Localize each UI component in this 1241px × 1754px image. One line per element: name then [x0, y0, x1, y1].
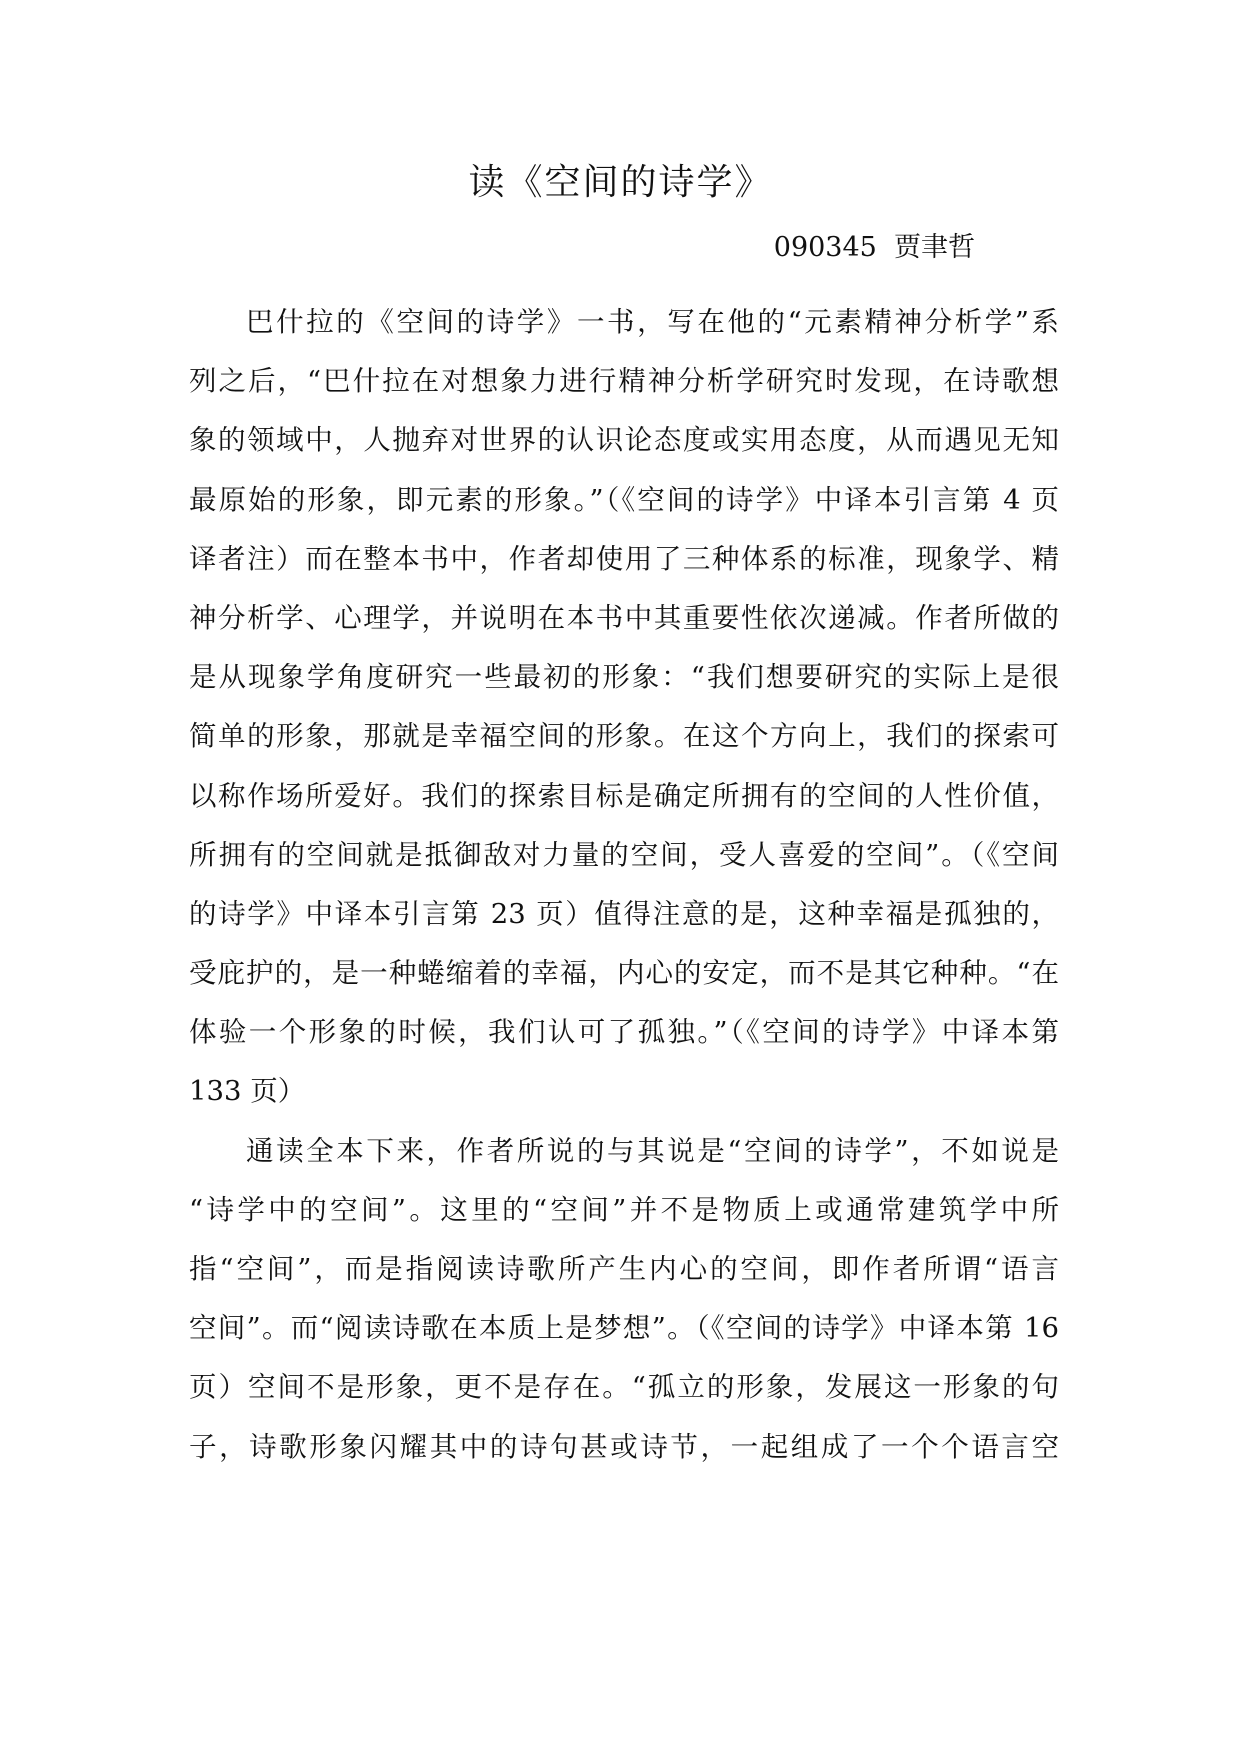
text-line: 体验一个形象的时候，我们认可了孤独。”（《空间的诗学》中译本第 [189, 1016, 1059, 1049]
paragraph-2 [189, 1122, 1059, 1477]
text-line: 空间”。而“阅读诗歌在本质上是梦想”。（《空间的诗学》中译本第 16 [189, 1312, 1059, 1345]
paragraph-1 [189, 293, 1059, 1122]
text-line: 以称作场所爱好。我们的探索目标是确定所拥有的空间的人性价值， [189, 779, 1059, 812]
text-line: 最原始的形象，即元素的形象。”（《空间的诗学》中译本引言第 4 页 [189, 483, 1059, 516]
text-line: 133 页） [189, 1075, 306, 1108]
text-line: 列之后，“巴什拉在对想象力进行精神分析学研究时发现，在诗歌想 [189, 365, 1059, 398]
text-line: 译者注）而在整本书中，作者却使用了三种体系的标准，现象学、精 [189, 542, 1059, 575]
author-line: 090345 贾聿哲 [773, 232, 975, 263]
document-title: 读《空间的诗学》 [468, 162, 773, 203]
text-line: 受庇护的，是一种蜷缩着的幸福，内心的安定，而不是其它种种。“在 [189, 957, 1059, 990]
document-body [189, 293, 1059, 1477]
text-line: 的诗学》中译本引言第 23 页）值得注意的是，这种幸福是孤独的， [189, 897, 1059, 930]
text-line: 通读全本下来，作者所说的与其说是“空间的诗学”，不如说是 [246, 1134, 1059, 1167]
text-line: 神分析学、心理学，并说明在本书中其重要性依次递减。作者所做的 [189, 601, 1059, 634]
text-line: 是从现象学角度研究一些最初的形象：“我们想要研究的实际上是很 [189, 661, 1059, 694]
text-line: 象的领域中，人抛弃对世界的认识论态度或实用态度，从而遇见无知 [189, 424, 1059, 457]
text-line: 页）空间不是形象，更不是存在。“孤立的形象，发展这一形象的句 [189, 1371, 1059, 1404]
text-line: 简单的形象，那就是幸福空间的形象。在这个方向上，我们的探索可 [189, 720, 1059, 753]
text-line: “诗学中的空间”。这里的“空间”并不是物质上或通常建筑学中所 [189, 1193, 1059, 1226]
text-line: 巴什拉的《空间的诗学》一书，写在他的“元素精神分析学”系 [246, 306, 1059, 338]
text-line: 所拥有的空间就是抵御敌对力量的空间，受人喜爱的空间”。（《空间 [189, 838, 1059, 871]
text-line: 子，诗歌形象闪耀其中的诗句甚或诗节，一起组成了一个个语言空 [189, 1430, 1059, 1463]
text-line: 指“空间”，而是指阅读诗歌所产生内心的空间，即作者所谓“语言 [189, 1253, 1059, 1285]
